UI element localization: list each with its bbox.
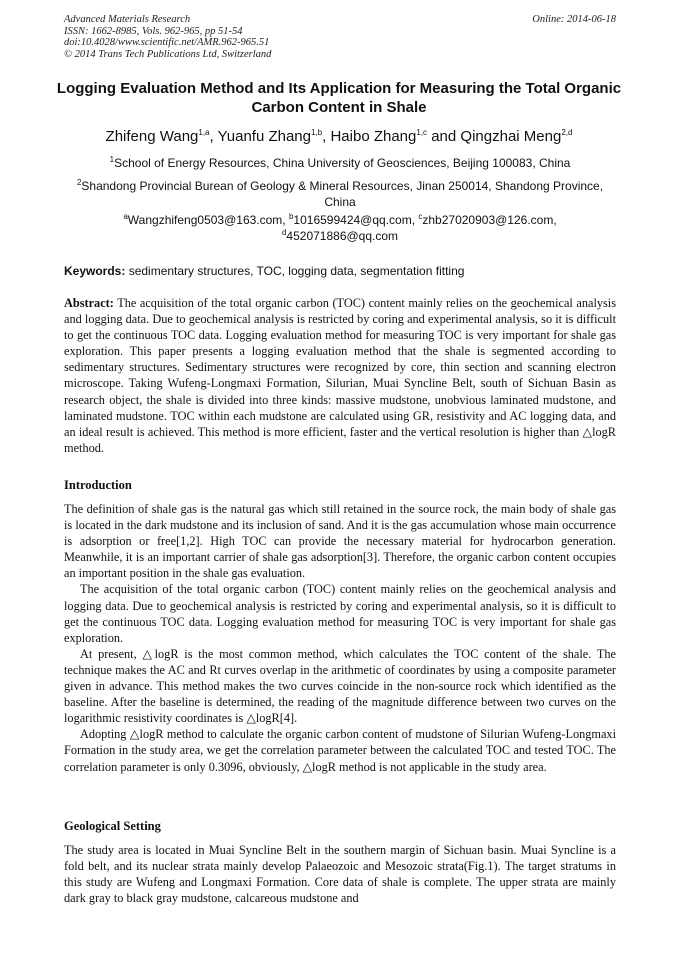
journal-header: [64, 14, 616, 60]
journal-name: Advanced Materials Research: [64, 14, 191, 25]
doi-line: doi:10.4028/www.scientific.net/AMR.962-965.51: [64, 37, 270, 49]
author-name: Haibo Zhang: [330, 128, 417, 145]
intro-paragraph-4: Adopting △logR method to calculate the organic carbon content of mudstone of Silurian Wufeng-Longmaxi Formation in the study area, we get the correlation parameter between the calculated TOC and tested TOC. The correlation parameter is only 0.3096, obviously, △logR method is not applicable in the study area.: [64, 727, 616, 774]
email-list: $^a$Wangzhifeng0503@163.com, $^b$1016599424@qq.com, $^c$zhb27020903@126.com, $^d$452071886@qq.com: [123, 212, 557, 243]
author-name: Zhifeng Wang: [105, 128, 199, 145]
author-affil-sup: 1,c: [416, 128, 428, 137]
email-b: 1016599424@qq.com,: [293, 213, 419, 227]
author-affil-sup: 2,d: [561, 128, 573, 137]
introduction-body: [64, 501, 616, 775]
affiliation-2: $^2$Shandong Provincial Burean of Geology & Mineral Resources, Jinan 250014, Shandong Province, China: [76, 178, 604, 209]
abstract-text: The acquisition of the total organic carbon (TOC) content mainly relies on the geochemical analysis and logging data. Due to geochemical analysis is restricted by coring and experimental analysis, so it is difficult to get the continuous TOC data. Logging evaluation method for measuring TOC is very important for shale gas exploration. This paper presents a logging evaluation method that the shale is segmented according to sedimentary structures. Sedimentary structures were recognized by core, thin section and scanning electron microscope. Taking Wufeng-Longmaxi Formation, Silurian, Muai Syncline Belt, south of Sichuan Basin as research object, the shale is divided into three kinds: massive mudstone, unobvious laminated mudstone, and laminated mudstone. TOC within each mudstone are calculated using GR, resistivity and AC logging data, and an ideal result is achieved. This method is more efficient, faster and the vertical resolution is higher than △logR method.: [64, 296, 616, 455]
abstract-label: Abstract:: [64, 296, 114, 310]
geological-setting-body: [64, 842, 616, 906]
online-date: Online: 2014-06-18: [532, 14, 616, 25]
email-a: Wangzhifeng0503@163.com,: [127, 213, 289, 227]
introduction-heading: Introduction: [64, 478, 132, 492]
email-c: zhb27020903@126.com,: [422, 213, 557, 227]
paper-title: Logging Evaluation Method and Its Application for Measuring the Total Organic Carbon Content in Shale: [56, 80, 622, 116]
keywords-label: Keywords:: [64, 264, 126, 278]
author-affil-sup: 1,a: [198, 128, 210, 137]
intro-paragraph-1: The definition of shale gas is the natural gas which still retained in the source rock, the main body of shale gas is located in the dark mudstone and its inclusion of sand. And it is the gas accumulation whose main occurrence is adsorption or free[1,2]. High TOC can provide the necessary material for hydrocarbon generation. Meanwhile, it is an important carrier of shale gas adsorption[3]. Therefore, the organic carbon content occupies an important position in the shale gas evaluation.: [64, 502, 616, 581]
affiliation-1: $^1$School of Energy Resources, China University of Geosciences, Beijing 100083, China: [109, 155, 571, 170]
email-d: 452071886@qq.com: [286, 229, 399, 243]
abstract: [64, 295, 616, 456]
author-name: Yuanfu Zhang: [217, 128, 311, 145]
author-affil-sup: 1,b: [311, 128, 323, 137]
geo-paragraph-1: The study area is located in Muai Syncline Belt in the southern margin of Sichuan basin. Muai Syncline is a fold belt, and its nuclear strata mainly develop Palaeozoic and Mesozoic strata(Fig.1). The target stratums in this study are Wufeng and Longmaxi Formation. Core data of shale is complete. The upper strata are mainly dark gray to black gray mudstone, calcareous mudstone and: [64, 843, 616, 906]
intro-paragraph-3: At present, △logR is the most common method, which calculates the TOC content of the shale. The technique makes the AC and Rt curves overlap in the arithmetic of coordinates by using a composite parameter given in advance. This method makes the two curves coincide in the non-source rock which identified as the baseline. After the baseline is determined, the reading of the magnitude difference between two curves on the logarithmic resistivity coordinates is △logR[4].: [64, 646, 616, 726]
keywords: [64, 264, 616, 279]
copyright-line: © 2014 Trans Tech Publications Ltd, Switzerland: [64, 48, 272, 60]
author-list: Zhifeng Wang$^{1,a}$, Yuanfu Zhang$^{1,b}$, Haibo Zhang$^{1,c}$ and Qingzhai Meng$^{2,d}$: [105, 128, 573, 145]
intro-paragraph-2: The acquisition of the total organic carbon (TOC) content mainly relies on the geochemical analysis and logging data. Due to geochemical analysis is restricted by coring and experimental analysis, so it is difficult to get the continuous TOC data. Logging evaluation method for measuring TOC is very important for shale gas exploration.: [64, 582, 616, 645]
geological-setting-heading: Geological Setting: [64, 819, 161, 833]
author-name: Qingzhai Meng: [460, 128, 562, 145]
keywords-text: sedimentary structures, TOC, logging data, segmentation fitting: [125, 264, 465, 278]
issn-line: ISSN: 1662-8985, Vols. 962-965, pp 51-54: [64, 25, 243, 37]
